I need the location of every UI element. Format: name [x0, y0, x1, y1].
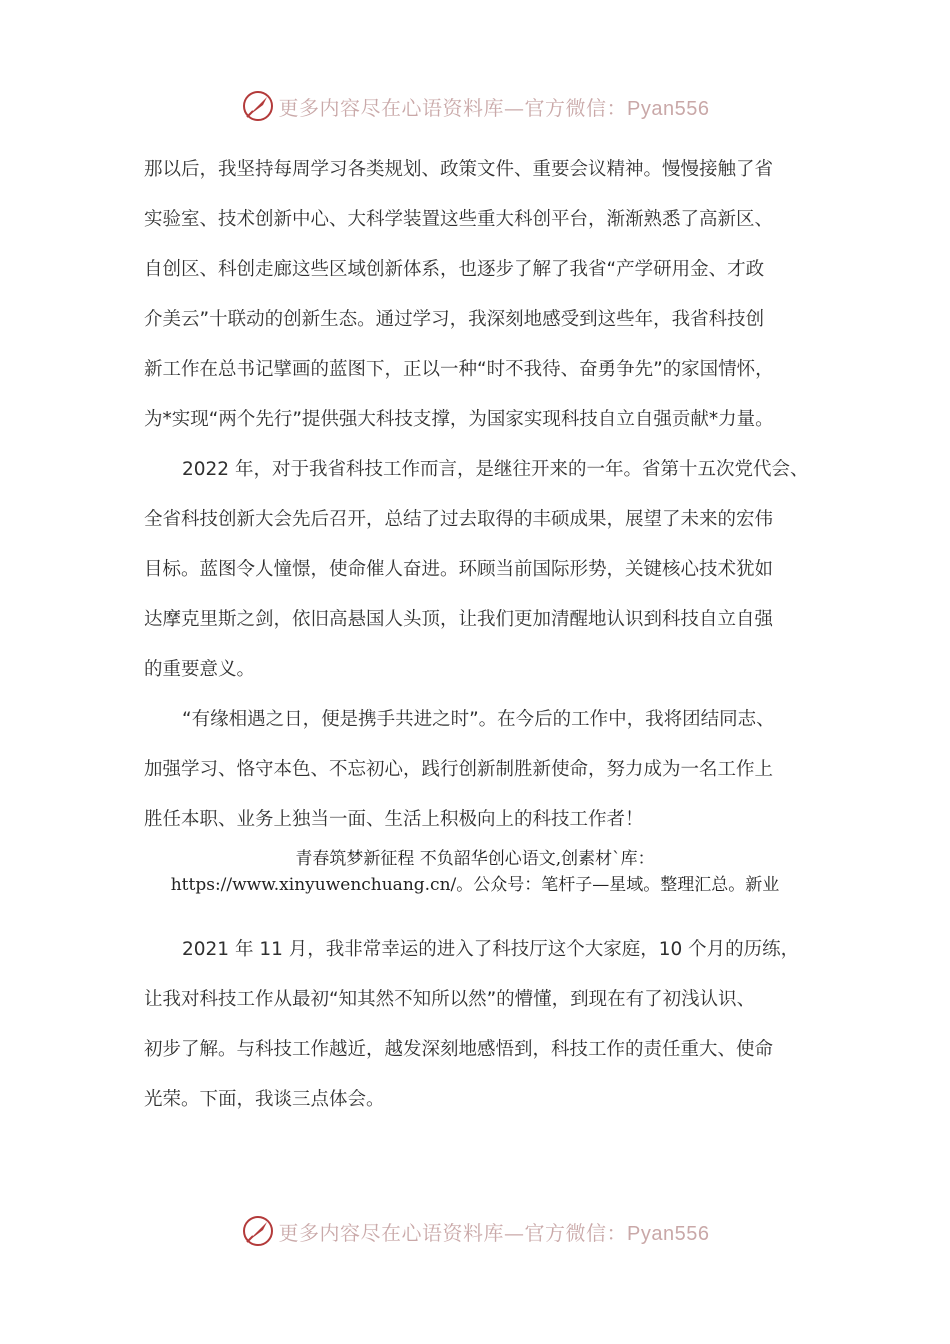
quill-logo-icon [241, 89, 275, 123]
header-watermark [0, 86, 950, 126]
text-line: 目标。蓝图令人憧憬，使命催人奋进。环顾当前国际形势，关键核心技术犹如 [144, 559, 774, 580]
quill-logo-icon [241, 1214, 275, 1248]
text-line: 介美云”十联动的创新生态。通过学习，我深刻地感受到这些年，我省科技创 [144, 309, 765, 330]
promo-line-2: https://www.xinyuwenchuang.cn/。公众号：笔杆子—星域。整理汇总。新业 [170, 875, 780, 895]
text-line: 2022 年，对于我省科技工作而言，是继往开来的一年。省第十五次党代会、 [182, 459, 809, 480]
text-line: 2021 年 11 月，我非常幸运的进入了科技厅这个大家庭，10 个月的历练， [182, 939, 800, 960]
text-line: 自创区、科创走廊这些区域创新体系，也逐步了解了我省“产学研用金、才政 [144, 259, 765, 280]
text-line: 那以后，我坚持每周学习各类规划、政策文件、重要会议精神。慢慢接触了省 [144, 159, 774, 180]
text-line: 全省科技创新大会先后召开，总结了过去取得的丰硕成果，展望了未来的宏伟 [144, 509, 774, 530]
text-line: 加强学习、恪守本色、不忘初心，践行创新制胜新使命，努力成为一名工作上 [144, 759, 774, 780]
watermark-text: 更多内容尽在心语资料库—官方微信：Pyan556 [278, 1220, 710, 1245]
text-line: 光荣。下面，我谈三点体会。 [144, 1089, 385, 1110]
promo-line-1: 青春筑梦新征程 不负韶华创心语文,创素材`库： [295, 849, 655, 869]
text-line: “有缘相遇之日，便是携手共进之时”。在今后的工作中，我将团结同志、 [182, 709, 775, 730]
text-line: 实验室、技术创新中心、大科学装置这些重大科创平台，渐渐熟悉了高新区、 [144, 209, 774, 230]
text-line: 达摩克里斯之剑，依旧高悬国人头顶，让我们更加清醒地认识到科技自立自强 [144, 609, 774, 630]
text-line: 新工作在总书记擘画的蓝图下，正以一种“时不我待、奋勇争先”的家国情怀， [144, 359, 774, 380]
watermark-text: 更多内容尽在心语资料库—官方微信：Pyan556 [278, 95, 710, 120]
text-line: 为*实现“两个先行”提供强大科技支撑，为国家实现科技自立自强贡献*力量。 [144, 409, 774, 430]
footer-watermark [0, 1211, 950, 1251]
text-line: 让我对科技工作从最初“知其然不知所以然”的懵懂，到现在有了初浅认识、 [144, 989, 756, 1010]
text-line: 的重要意义。 [144, 659, 256, 680]
text-line: 初步了解。与科技工作越近，越发深刻地感悟到，科技工作的责任重大、使命 [144, 1039, 774, 1060]
text-line: 胜任本职、业务上独当一面、生活上积极向上的科技工作者！ [144, 809, 644, 830]
